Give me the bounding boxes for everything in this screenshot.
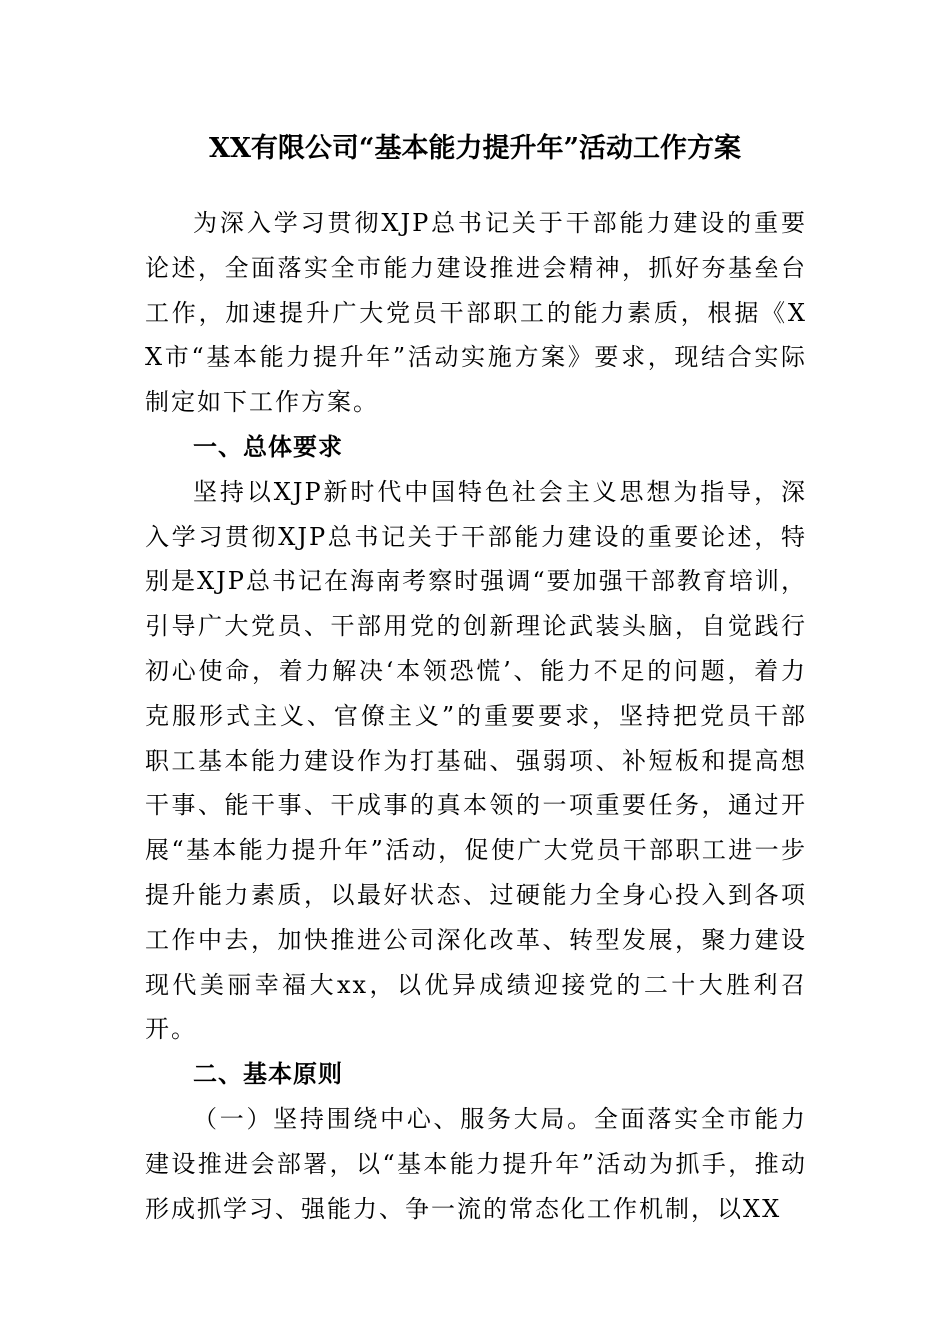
basic-principles-paragraph: （一）坚持围绕中心、服务大局。全面落实全市能力建设推进会部署，以“基本能力提升年”活动为抓手，推动形成抓学习、强能力、争一流的常态化工作机制，以XX [145, 1104, 807, 1223]
section-heading-general-requirements: 一、总体要求 [193, 432, 343, 461]
document-title: XX有限公司“基本能力提升年”活动工作方案 [209, 133, 741, 164]
section-heading-basic-principles: 二、基本原则 [193, 1060, 343, 1089]
document-body [145, 201, 807, 1231]
intro-paragraph: 为深入学习贯彻XJP总书记关于干部能力建设的重要论述，全面落实全市能力建设推进会精神，抓好夯基垒台工作，加速提升广大党员干部职工的能力素质，根据《XX市“基本能力提升年”活动实施方案》要求，现结合实际制定如下工作方案。 [145, 209, 807, 417]
general-requirements-paragraph: 坚持以XJP新时代中国特色社会主义思想为指导，深入学习贯彻XJP总书记关于干部能力建设的重要论述，特别是XJP总书记在海南考察时强调“要加强干部教育培训，引导广大党员、干部用党的创新理论武装头脑，自觉践行初心使命，着力解决‘本领恐慌’、能力不足的问题，着力克服形式主义、官僚主义”的重要要求，坚持把党员干部职工基本能力建设作为打基础、强弱项、补短板和提高想干事、能干事、干成事的真本领的一项重要任务，通过开展“基本能力提升年”活动，促使广大党员干部职工进一步提升能力素质，以最好状态、过硬能力全身心投入到各项工作中去，加快推进公司深化改革、转型发展，聚力建设现代美丽幸福大xx，以优异成绩迎接党的二十大胜利召开。 [145, 477, 807, 1044]
